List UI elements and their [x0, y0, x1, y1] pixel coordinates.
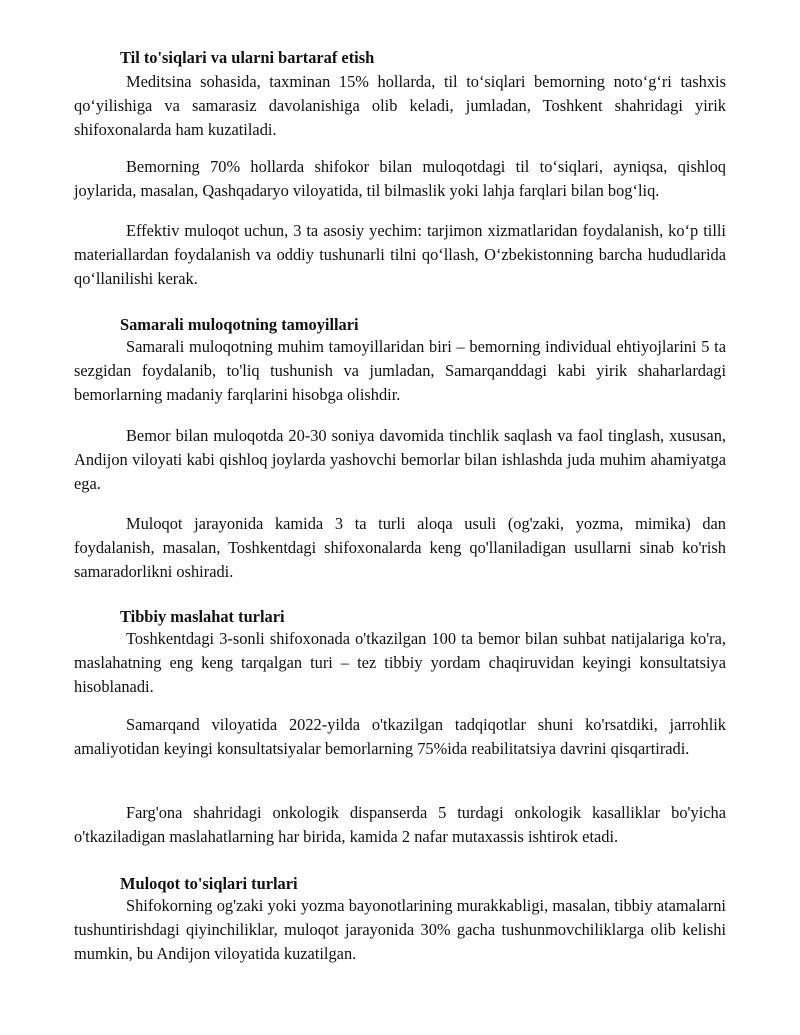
paragraph: Samarali muloqotning muhim tamoyillaridan biri – bemorning individual ehtiyojlarini 5 ta sezgidan foydalanib, to'liq tushunish va jumladan, Samarqanddagi kabi yirik shaharlardagi bemorlarning madaniy farqlarini hisobga olishdir. [74, 337, 726, 404]
section-heading-medical-advice-types: Tibbiy maslahat turlari [120, 607, 285, 626]
paragraph: Meditsina sohasida, taxminan 15% hollarda, til to‘siqlari bemorning noto‘g‘ri tashxis qo‘yilishiga va samarasiz davolanishiga olib keladi, jumladan, Toshkent shahridagi yirik shifoxonalarda ham kuzatiladi. [74, 72, 726, 139]
paragraph: Effektiv muloqot uchun, 3 ta asosiy yechim: tarjimon xizmatlaridan foydalanish, ko‘p tilli materiallardan foydalanish va oddiy tushunarli tilni qo‘llash, O‘zbekistonning barcha hududlarida qo‘llanilishi kerak. [74, 221, 726, 288]
section-heading-communication-barrier-types: Muloqot to'siqlari turlari [120, 874, 298, 893]
section-heading-language-barriers: Til to'siqlari va ularni bartaraf etish [120, 48, 375, 67]
section-heading-communication-principles: Samarali muloqotning tamoyillari [120, 315, 359, 334]
paragraph: Shifokorning og'zaki yoki yozma bayonotlarining murakkabligi, masalan, tibbiy atamalarni tushuntirishdagi qiyinchiliklar, muloqot jarayonida 30% gacha tushunmovchiliklarga olib kelishi mumkin, bu Andijon viloyatida kuzatilgan. [74, 896, 726, 963]
paragraph: Farg'ona shahridagi onkologik dispanserda 5 turdagi onkologik kasalliklar bo'yicha o'tkaziladigan maslahatlarning har birida, kamida 2 nafar mutaxassis ishtirok etadi. [74, 803, 726, 846]
paragraph: Bemor bilan muloqotda 20-30 soniya davomida tinchlik saqlash va faol tinglash, xususan, Andijon viloyati kabi qishloq joylarda yashovchi bemorlar bilan ishlashda juda muhim ahamiyatga ega. [74, 426, 726, 493]
paragraph: Muloqot jarayonida kamida 3 ta turli aloqa usuli (og'zaki, yozma, mimika) dan foydalanish, masalan, Toshkentdagi shifoxonalarda keng qo'llaniladigan usullarni sinab ko'rish samaradorlikni oshiradi. [74, 514, 726, 581]
paragraph: Samarqand viloyatida 2022-yilda o'tkazilgan tadqiqotlar shuni ko'rsatdiki, jarrohlik amaliyotidan keyingi konsultatsiyalar bemorlarning 75%ida reabilitatsiya davrini qisqartiradi. [74, 715, 726, 758]
paragraph: Bemorning 70% hollarda shifokor bilan muloqotdagi til to‘siqlari, ayniqsa, qishloq joylarida, masalan, Qashqadaryo viloyatida, til bilmaslik yoki lahja farqlari bilan bog‘liq. [74, 157, 726, 200]
paragraph: Toshkentdagi 3-sonli shifoxonada o'tkazilgan 100 ta bemor bilan suhbat natijalariga ko'ra, maslahatning eng keng tarqalgan turi – tez tibbiy yordam chaqiruvidan keyingi konsultatsiya hisoblanadi. [74, 629, 726, 696]
